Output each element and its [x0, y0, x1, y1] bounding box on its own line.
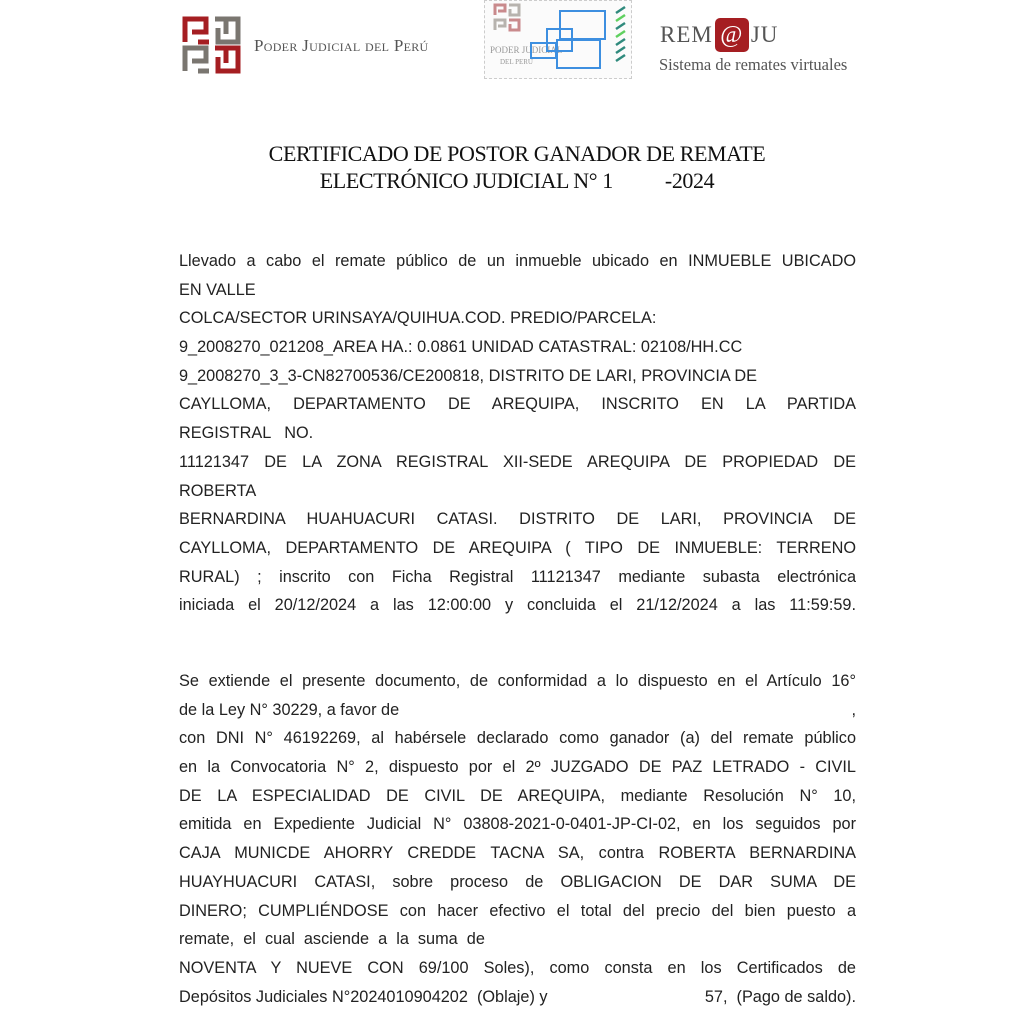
remaju-name-part1: REM — [660, 22, 713, 47]
remaju-subtitle: Sistema de remates virtuales — [659, 55, 848, 74]
title-number-suffix: -2024 — [664, 168, 715, 193]
text-line: RURAL) ; inscrito con Ficha Registral 11121347 mediante subasta electrónica — [179, 567, 856, 586]
text-line: CAYLLOMA, DEPARTAMENTO DE AREQUIPA ( TIPO DE INMUEBLE: TERRENO — [179, 538, 856, 557]
redacted-region — [613, 174, 665, 188]
beneficiary-suffix: , — [851, 700, 856, 719]
remaju-name-part2: JU — [750, 22, 779, 47]
text-line: Se extiende el presente documento, de conformidad a lo dispuesto en el Artículo 16° — [179, 672, 856, 690]
paragraph-certificate-body — [179, 667, 856, 1011]
title-line-2 — [0, 167, 1024, 194]
text-line-deposits — [179, 983, 856, 1012]
text-line: EN VALLE — [179, 280, 256, 299]
text-line: DINERO; CUMPLIÉNDOSE con hacer efectivo el total del precio del bien puesto a — [179, 901, 856, 920]
poder-judicial-logo — [182, 16, 242, 74]
deposits-suffix: 57, (Pago de saldo). — [704, 987, 856, 1006]
document-title — [0, 140, 1024, 194]
text-line: BERNARDINA HUAHUACURI CATASI. DISTRITO DE LARI, PROVINCIA DE — [179, 510, 856, 529]
text-line: 11121347 DE LA ZONA REGISTRAL XII-SEDE AREQUIPA DE PROPIEDAD DE — [179, 452, 856, 471]
text-line: COLCA/SECTOR URINSAYA/QUIHUA.COD. PREDIO/PARCELA: — [179, 309, 657, 328]
pj-emblem-icon — [182, 16, 242, 74]
text-line: emitida en Expediente Judicial N° 03808-2021-0-0401-JP-CI-02, en los seguidos por — [179, 815, 856, 834]
poder-judicial-name: Poder Judicial del Perú — [254, 36, 429, 55]
redacted-beneficiary-name — [399, 696, 851, 725]
svg-text:DEL PERÚ: DEL PERÚ — [500, 58, 533, 66]
at-sign-icon: @ — [715, 18, 749, 52]
text-line: CAJA MUNICDE AHORRY CREDDE TACNA SA, contra ROBERTA BERNARDINA — [179, 844, 856, 863]
beneficiary-prefix: de la Ley N° 30229, a favor de — [179, 700, 400, 719]
text-line-amount: NOVENTA Y NUEVE CON 69/100 Soles), como consta en los Certificados de — [179, 958, 856, 977]
remaju-logo — [660, 18, 778, 52]
stamp-text: PODER JUDICIAL — [490, 45, 563, 55]
text-line: REGISTRAL NO. — [179, 424, 314, 443]
stamp-graphic-icon — [485, 1, 631, 78]
text-line-beneficiary — [179, 696, 856, 725]
redacted-deposit-number — [548, 983, 705, 1012]
title-line-1: CERTIFICADO DE POSTOR GANADOR DE REMATE — [268, 141, 766, 166]
text-line: HUAYHUACURI CATASI, sobre proceso de OBLIGACION DE DAR SUMA DE — [179, 872, 856, 891]
title-number-prefix: ELECTRÓNICO JUDICIAL N° 1 — [319, 168, 613, 193]
text-line-amount-intro: remate, el cual asciende a la suma de — [179, 930, 485, 949]
text-line: CAYLLOMA, DEPARTAMENTO DE AREQUIPA, INSCRITO EN LA PARTIDA — [179, 395, 856, 414]
text-line: Llevado a cabo el remate público de un inmueble ubicado en INMUEBLE UBICADO — [179, 252, 856, 270]
poder-judicial-stamp — [484, 0, 632, 79]
text-line: en la Convocatoria N° 2, dispuesto por el 2º JUZGADO DE PAZ LETRADO - CIVIL — [179, 758, 856, 777]
text-line: ROBERTA — [179, 481, 257, 500]
text-line: con DNI N° 46192269, al habérsele declarado como ganador (a) del remate público — [179, 729, 856, 748]
text-line: DE LA ESPECIALIDAD DE CIVIL DE AREQUIPA, mediante Resolución N° 10, — [179, 786, 856, 805]
text-line: 9_2008270_3_3-CN82700536/CE200818, DISTRITO DE LARI, PROVINCIA DE — [179, 366, 757, 385]
paragraph-property-description — [179, 247, 856, 620]
text-line: iniciada el 20/12/2024 a las 12:00:00 y concluida el 21/12/2024 a las 11:59:59. — [179, 596, 856, 615]
deposits-prefix: Depósitos Judiciales N°2024010904202 (Oblaje) y — [179, 987, 548, 1006]
text-line: 9_2008270_021208_AREA HA.: 0.0861 UNIDAD CATASTRAL: 02108/HH.CC — [179, 338, 743, 357]
